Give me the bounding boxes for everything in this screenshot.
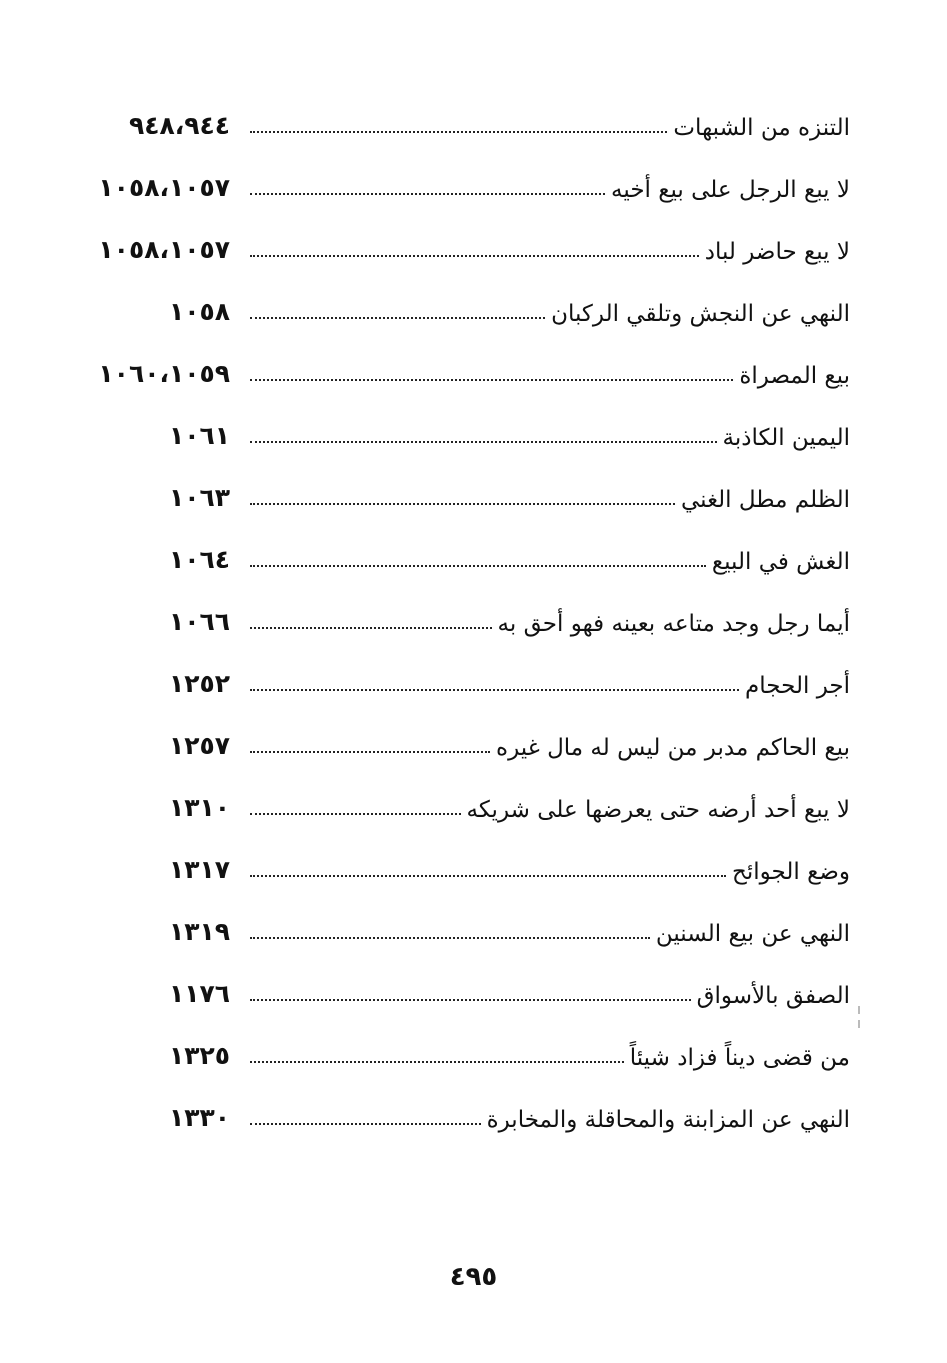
dot-leader	[250, 1059, 624, 1063]
index-entry	[70, 898, 850, 960]
index-entry	[70, 1084, 850, 1146]
entry-page-numbers: ١١٧٦	[168, 978, 230, 1008]
entry-title: النهي عن النجش وتلقي الركبان	[551, 301, 850, 327]
entry-page-numbers: ١٠٥٨	[168, 296, 230, 326]
dot-leader	[250, 191, 605, 195]
entry-page-numbers: ١٠٦٣	[168, 482, 230, 512]
entry-title: وضع الجوائح	[732, 859, 850, 885]
entry-page-numbers: ١٢٥٧	[168, 730, 230, 760]
index-entry	[70, 278, 850, 340]
entry-title: التنزه من الشبهات	[673, 115, 850, 141]
entry-page-numbers: ١٢٥٢	[168, 668, 230, 698]
index-entry	[70, 650, 850, 712]
entry-title: الغش في البيع	[711, 549, 850, 575]
entry-page-numbers: ١٣١٩	[168, 916, 230, 946]
index-entry	[70, 836, 850, 898]
index-entry	[70, 774, 850, 836]
dot-leader	[250, 811, 461, 815]
index-entry	[70, 464, 850, 526]
scan-speck	[858, 1020, 860, 1028]
dot-leader	[250, 501, 675, 505]
index-entry	[70, 1022, 850, 1084]
entry-page-numbers: ١٣٣٠	[168, 1102, 230, 1132]
index-entry	[70, 588, 850, 650]
entry-title: من قضى ديناً فزاد شيئاً	[629, 1045, 850, 1071]
entry-page-numbers: ١٠٦٦	[168, 606, 230, 636]
index-entry	[70, 216, 850, 278]
dot-leader	[250, 563, 706, 567]
index-entry	[70, 340, 850, 402]
index-entry	[70, 526, 850, 588]
entry-title: اليمين الكاذبة	[722, 425, 850, 451]
dot-leader	[250, 997, 691, 1001]
entry-title: أجر الحجام	[745, 673, 850, 699]
dot-leader	[250, 129, 667, 133]
index-entry	[70, 960, 850, 1022]
entry-page-numbers: ١٠٥٨،١٠٥٧	[98, 234, 230, 264]
dot-leader	[250, 625, 492, 629]
entry-page-numbers: ١٣١٠	[168, 792, 230, 822]
entry-page-numbers: ٩٤٨،٩٤٤	[128, 110, 230, 140]
index-list	[70, 92, 850, 1146]
dot-leader	[250, 935, 650, 939]
entry-title: بيع المصراة	[739, 363, 850, 389]
entry-page-numbers: ١٠٦١	[168, 420, 230, 450]
dot-leader	[250, 1121, 481, 1125]
entry-title: أيما رجل وجد متاعه بعينه فهو أحق به	[497, 611, 850, 637]
dot-leader	[250, 253, 699, 257]
index-entry	[70, 712, 850, 774]
entry-title: لا يبع أحد أرضه حتى يعرضها على شريكه	[466, 797, 850, 823]
entry-title: بيع الحاكم مدبر من ليس له مال غيره	[496, 735, 850, 761]
dot-leader	[250, 687, 739, 691]
entry-title: الظلم مطل الغني	[680, 487, 850, 513]
dot-leader	[250, 873, 726, 877]
index-entry	[70, 402, 850, 464]
entry-title: النهي عن المزابنة والمحاقلة والمخابرة	[486, 1107, 850, 1133]
entry-page-numbers: ١٣٢٥	[168, 1040, 230, 1070]
entry-title: لا يبع الرجل على بيع أخيه	[611, 177, 850, 203]
index-entry	[70, 154, 850, 216]
dot-leader	[250, 377, 733, 381]
dot-leader	[250, 315, 545, 319]
entry-title: الصفق بالأسواق	[696, 983, 850, 1009]
entry-page-numbers: ١٣١٧	[168, 854, 230, 884]
entry-page-numbers: ١٠٦٠،١٠٥٩	[98, 358, 230, 388]
scan-speck	[858, 1006, 860, 1014]
page-number: ٤٩٥	[449, 1262, 498, 1292]
entry-title: لا يبع حاضر لباد	[704, 239, 850, 265]
dot-leader	[250, 439, 717, 443]
entry-page-numbers: ١٠٥٨،١٠٥٧	[98, 172, 230, 202]
index-entry	[70, 92, 850, 154]
entry-title: النهي عن بيع السنين	[655, 921, 850, 947]
entry-page-numbers: ١٠٦٤	[168, 544, 230, 574]
dot-leader	[250, 749, 490, 753]
